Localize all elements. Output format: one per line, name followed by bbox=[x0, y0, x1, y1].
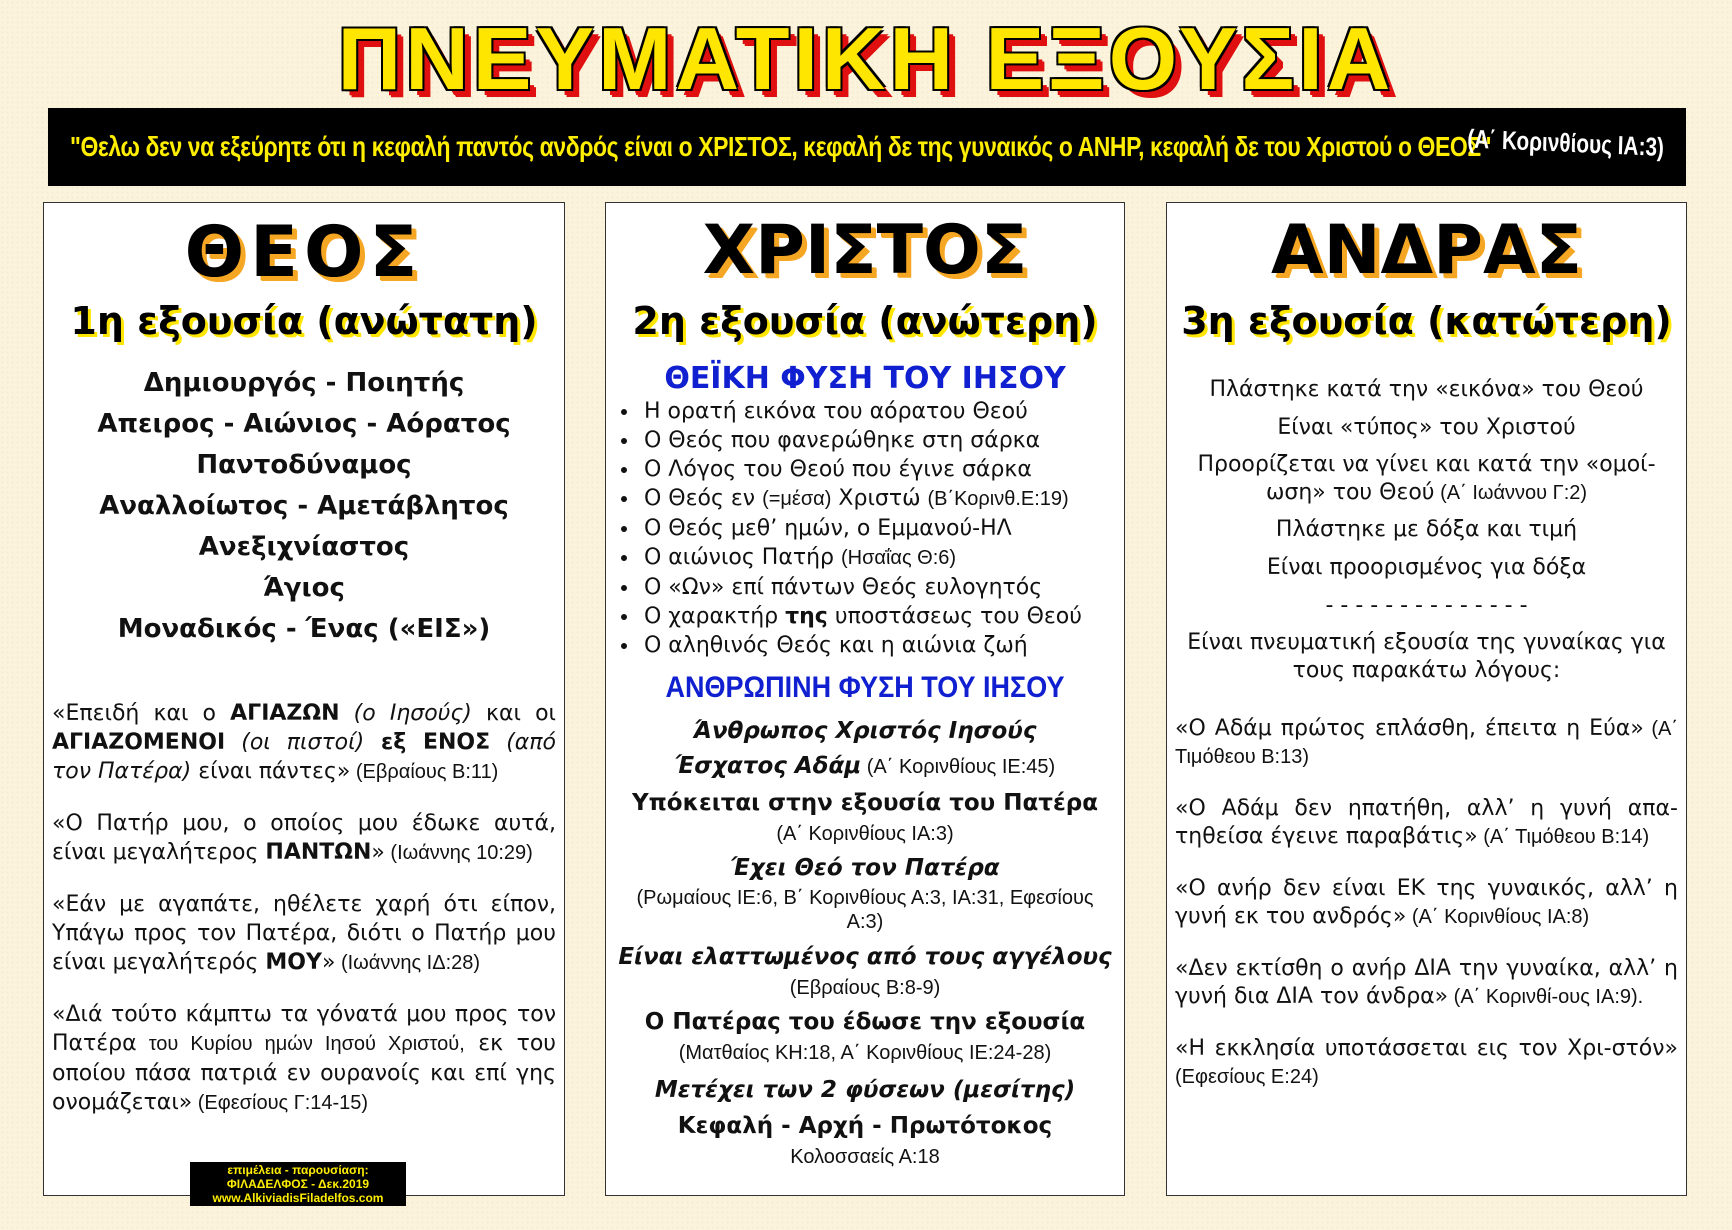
list-item: • Ο χαρακτήρ της υποστάσεως του Θεού bbox=[640, 602, 1120, 631]
list-item: • Ο αληθινός Θεός και η αιώνια ζωή bbox=[640, 631, 1120, 660]
quotes-block bbox=[1175, 715, 1678, 1115]
quote-paragraph: «Ο ανήρ δεν είναι ΕΚ της γυναικός, αλλ’ η γυνή εκ του ανδρός» (Α΄ Κορινθίους ΙΑ:8) bbox=[1175, 876, 1678, 929]
banner-reference: (Α΄ Κορινθίους ΙΑ:3) bbox=[1466, 123, 1665, 162]
list-item: • Ο Θεός που φανερώθηκε στη σάρκα bbox=[640, 426, 1120, 455]
column-andras bbox=[1166, 202, 1687, 1196]
list-item: • Ο Λόγος του Θεού που έγινε σάρκα bbox=[640, 455, 1120, 484]
column-subheading: 1η εξουσία (ανώτατη) bbox=[70, 299, 538, 343]
quote-paragraph: «Ο Αδάμ δεν ηπατήθη, αλλ’ η γυνή απα-τηθείσα έγεινε παραβάτις» (Α΄ Τιμόθεου Β:14) bbox=[1175, 796, 1678, 849]
list-item: • Ο Θεός εν (=μέσα) Χριστώ (Β΄Κορινθ.Ε:19) bbox=[640, 484, 1120, 514]
column-heading: ΧΡΙΣΤΟΣ bbox=[702, 211, 1028, 290]
quote-paragraph: «Δεν εκτίσθη ο ανήρ ΔΙΑ την γυναίκα, αλλ’ η γυνή δια ΔΙΑ τον άνδρα» (Α΄ Κορινθί-ους ΙΑ:9). bbox=[1175, 956, 1678, 1009]
attribute-line: Πλάστηκε με δόξα και τιμή bbox=[1275, 517, 1578, 542]
attribute-list bbox=[52, 363, 556, 650]
man-attributes bbox=[1175, 375, 1678, 693]
attribute-line: Πλάστηκε κατά την «εικόνα» του Θεού bbox=[1209, 377, 1644, 402]
quote-paragraph: «Η εκκλησία υποτάσσεται εις τον Χρι-στόν» (Εφεσίους Ε:24) bbox=[1175, 1036, 1678, 1088]
human-nature-block: Άνθρωπος Χριστός Ιησούς Έσχατος Αδάμ (Α΄ Κορινθίους ΙΕ:45) Υπόκειται στην εξουσία του Πατέρα (Α΄ Κορινθίους ΙΑ:3) Έχει Θεό τον Πατέρα (Ρωμαίους ΙΕ:6, Β΄ Κορινθίους Α:3, ΙΑ:31, Εφεσίους Α:3) Είναι ελαττωμένος από τους αγγέλους (Εβραίους Β:8-9) Ο Πατέρας του έδωσε την εξουσία (Ματθαίος ΚΗ:18, Α΄ Κορινθίους ΙΕ:24-28) Μετέχει των 2 φύσεων (μεσίτης) Κεφαλή - Αρχή - Πρωτότοκος Κολοσσαείς Α:18 bbox=[618, 718, 1112, 1168]
intro-text: Είναι πνευματική εξουσία της γυναίκας για τους παρακάτω λόγους: bbox=[1187, 630, 1666, 683]
credit-line: επιμέλεια - παρουσίαση: bbox=[227, 1163, 369, 1177]
credit-box bbox=[190, 1162, 406, 1206]
list-item: • Η ορατή εικόνα του αόρατου Θεού bbox=[640, 397, 1120, 426]
attribute-item: Άγιος bbox=[263, 573, 345, 603]
column-theos bbox=[43, 202, 565, 1196]
divine-nature-list bbox=[610, 397, 1120, 660]
attribute-item: Αναλλοίωτος - Αμετάβλητος bbox=[99, 491, 509, 521]
attribute-item: Παντοδύναμος bbox=[196, 450, 412, 480]
attribute-line: Προορίζεται να γίνει και κατά την «ομοί-ωση» του Θεού (Α΄ Ιωάννου Γ:2) bbox=[1197, 452, 1656, 505]
quotes-block bbox=[52, 699, 556, 1140]
attribute-line: Είναι προορισμένος για δόξα bbox=[1266, 555, 1587, 580]
list-item: • Ο «Ων» επί πάντων Θεός ευλογητός bbox=[640, 573, 1120, 602]
quote-paragraph: «Ο Πατήρ μου, ο οποίος μου έδωκε αυτά, είναι μεγαλήτερος ΠΑΝΤΩΝ» (Ιωάννης 10:29) bbox=[52, 811, 556, 865]
attribute-item: Απειρος - Αιώνιος - Αόρατος bbox=[97, 409, 511, 439]
quote-paragraph: «Ο Αδάμ πρώτος επλάσθη, έπειτα η Εύα» (Α΄ Τιμόθεου Β:13) bbox=[1175, 716, 1679, 768]
page-title: ΠΝΕΥΜΑΤΙΚΗ ΕΞΟΥΣΙΑ bbox=[337, 9, 1395, 108]
attribute-item: Ανεξιχνίαστος bbox=[198, 532, 410, 562]
divine-nature-block bbox=[610, 361, 1120, 1170]
attribute-line: Είναι «τύπος» του Χριστού bbox=[1277, 415, 1576, 440]
credit-line: ΦΙΛΑΔΕΛΦΟΣ - Δεκ.2019 bbox=[226, 1177, 370, 1191]
credit-link[interactable]: www.AlkiviadisFiladelfos.com bbox=[212, 1191, 384, 1205]
column-christos bbox=[605, 202, 1125, 1196]
quote-paragraph: «Επειδή και ο ΑΓΙΑΖΩΝ (ο Ιησούς) και οι ΑΓΙΑΖΟΜΕΝΟΙ (οι πιστοί) εξ ΕΝΟΣ (από τον Πατέρα) είναι πάντες» (Εβραίους Β:11) bbox=[52, 701, 557, 784]
attribute-item: Δημιουργός - Ποιητής bbox=[143, 368, 465, 398]
column-heading: ΑΝΔΡΑΣ bbox=[1270, 211, 1583, 290]
quote-banner bbox=[48, 108, 1686, 186]
banner-quote: "Θελω δεν να εξεύρητε ότι η κεφαλή παντός ανδρός είναι ο ΧΡΙΣΤΟΣ, κεφαλή δε της γυναικός ο ΑΝΗΡ, κεφαλή δε του Χριστού ο ΘΕΟΣ" bbox=[70, 131, 1492, 162]
column-subheading: 3η εξουσία (κατώτερη) bbox=[1181, 299, 1672, 343]
list-item: • Ο Θεός μεθ’ ημών, ο Εμμανού-ΗΛ bbox=[640, 514, 1120, 543]
list-item: • Ο αιώνιος Πατήρ (Ησαΐας Θ:6) bbox=[640, 543, 1120, 573]
separator: - - - - - - - - - - - - - - bbox=[1325, 593, 1528, 618]
divine-nature-title: ΘΕΪΚΗ ΦΥΣΗ ΤΟΥ ΙΗΣΟΥ bbox=[664, 361, 1066, 396]
attribute-item: Μοναδικός - Ένας («ΕΙΣ») bbox=[117, 614, 491, 644]
human-nature-title: ΑΝΘΡΩΠΙΝΗ ΦΥΣΗ ΤΟΥ ΙΗΣΟΥ bbox=[665, 671, 1065, 704]
column-subheading: 2η εξουσία (ανώτερη) bbox=[632, 299, 1098, 343]
quote-paragraph: «Διά τούτο κάμπτω τα γόνατά μου προς τον Πατέρα του Κυρίου ημών Ιησού Χριστού, εκ του οποίου πάσα πατριά εν ουρανοίς και επί γης ονομάζεται» (Εφεσίους Γ:14-15) bbox=[52, 1002, 557, 1115]
column-heading: ΘΕΟΣ bbox=[184, 211, 424, 293]
quote-paragraph: «Εάν με αγαπάτε, ηθέλετε χαρή ότι είπον, Υπάγω προς τον Πατέρα, διότι ο Πατήρ μου είναι μεγαλήτερός ΜΟΥ» (Ιωάννης ΙΔ:28) bbox=[52, 892, 556, 975]
